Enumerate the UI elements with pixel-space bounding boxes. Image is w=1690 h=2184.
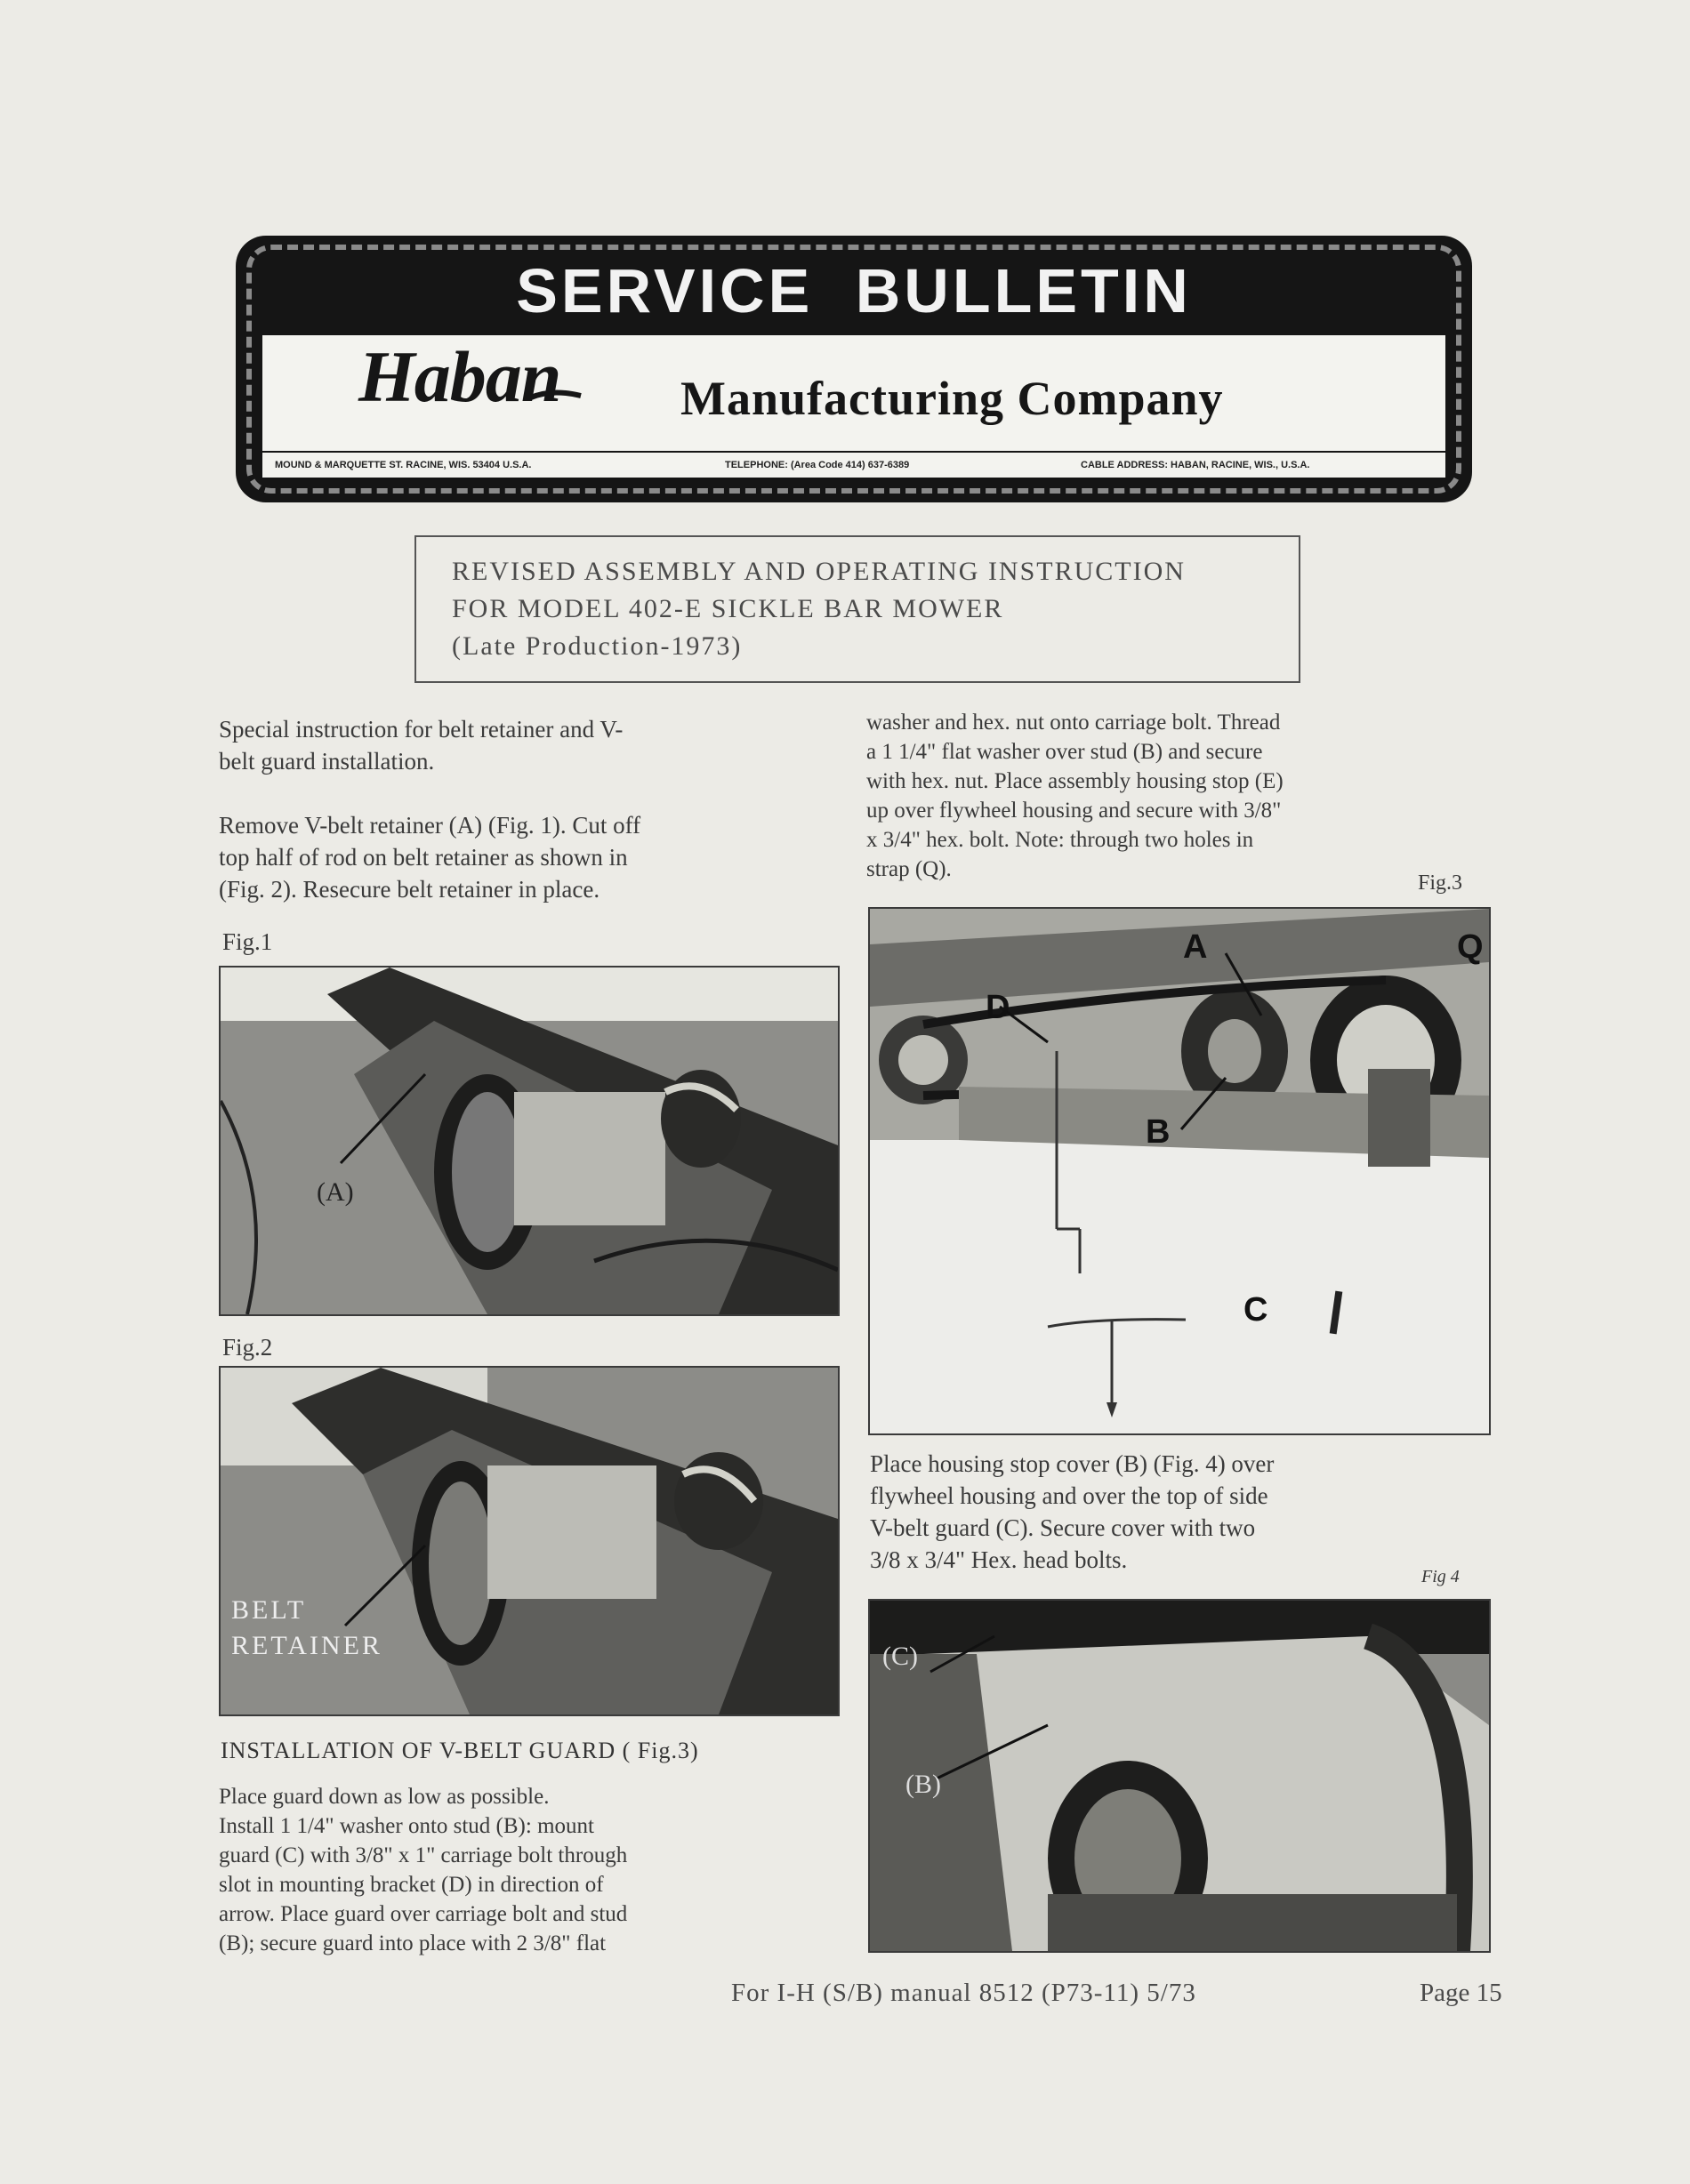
text-line: up over flywheel housing and secure with 3/8": [866, 799, 1282, 823]
cover-paragraph: [870, 1448, 1274, 1576]
text-line: slot in mounting bracket (D) in direction of: [219, 1873, 604, 1897]
washer-paragraph: [866, 708, 1284, 884]
banner-title: SERVICE BULLETIN: [516, 256, 1192, 325]
company-address: MOUND & MARQUETTE ST. RACINE, WIS. 53404 U.S.A.: [275, 460, 532, 470]
title-line-2: FOR MODEL 402-E SICKLE BAR MOWER: [452, 594, 1004, 623]
cable-address: CABLE ADDRESS: HABAN, RACINE, WIS., U.S.A.: [1081, 460, 1310, 470]
fig2-label-belt: BELT: [231, 1595, 307, 1625]
company-panel: [262, 335, 1445, 451]
section-heading: INSTALLATION OF V-BELT GUARD ( Fig.3): [221, 1738, 699, 1763]
fig4-label-b: (B): [905, 1770, 941, 1799]
fig1-photo: [219, 966, 840, 1316]
text-line: strap (Q).: [866, 857, 952, 881]
text-line: arrow. Place guard over carriage bolt and stud: [219, 1902, 628, 1926]
text-line: guard (C) with 3/8" x 1" carriage bolt through: [219, 1843, 628, 1867]
text-line: x 3/4" hex. bolt. Note: through two holes in: [866, 828, 1254, 852]
manual-reference: For I-H (S/B) manual 8512 (P73-11) 5/73: [731, 1979, 1196, 2007]
fig2-caption: Fig.2: [222, 1334, 273, 1361]
fig3-label-q: Q: [1457, 928, 1484, 966]
fig1-caption: Fig.1: [222, 928, 273, 955]
bulletin-title-box: [414, 535, 1300, 683]
fig3-mower-image: [870, 909, 1489, 1433]
text-line: (B); secure guard into place with 2 3/8" flat: [219, 1931, 607, 1955]
haban-logo: Haban: [358, 336, 561, 417]
fig2-label-retainer: RETAINER: [231, 1631, 382, 1660]
logo-swash-icon: [529, 387, 583, 405]
fig2-mower-image: [221, 1368, 838, 1714]
text-line: V-belt guard (C). Secure cover with two: [870, 1514, 1256, 1541]
text-line: Install 1 1/4" washer onto stud (B): mount: [219, 1814, 594, 1838]
text-line: top half of rod on belt retainer as shown in: [219, 844, 628, 871]
text-line: belt guard installation.: [219, 748, 435, 775]
fig3-photo: [868, 907, 1491, 1435]
fig1-mower-image: [221, 968, 838, 1314]
fig4-caption: Fig 4: [1421, 1567, 1460, 1586]
fig4-mower-image: [870, 1601, 1489, 1951]
fig3-label-b: B: [1146, 1113, 1171, 1151]
intro-paragraph: [219, 713, 623, 777]
fig3-caption: Fig.3: [1418, 871, 1463, 895]
service-bulletin-banner: [236, 236, 1472, 502]
text-line: (Fig. 2). Resecure belt retainer in place.: [219, 876, 600, 903]
text-line: with hex. nut. Place assembly housing stop (E): [866, 769, 1284, 793]
fig4-label-c: (C): [882, 1642, 918, 1671]
text-line: Special instruction for belt retainer and V-: [219, 716, 624, 743]
fig3-label-c: C: [1243, 1291, 1268, 1329]
fig3-label-d: D: [986, 989, 1010, 1026]
fig4-photo: [868, 1599, 1491, 1953]
fig3-label-a: A: [1183, 928, 1208, 966]
title-line-3: (Late Production-1973): [452, 631, 743, 661]
address-strip: [262, 453, 1445, 478]
text-line: washer and hex. nut onto carriage bolt. Thread: [866, 711, 1281, 735]
text-line: Remove V-belt retainer (A) (Fig. 1). Cut off: [219, 812, 641, 839]
fig1-label-a: (A): [317, 1177, 354, 1207]
text-line: 3/8 x 3/4" Hex. head bolts.: [870, 1546, 1128, 1573]
text-line: a 1 1/4" flat washer over stud (B) and secure: [866, 740, 1263, 764]
company-name: Manufacturing Company: [680, 372, 1224, 425]
guard-install-paragraph: [219, 1782, 627, 1958]
title-line-1: REVISED ASSEMBLY AND OPERATING INSTRUCTION: [452, 557, 1186, 586]
text-line: flywheel housing and over the top of side: [870, 1482, 1268, 1509]
fig2-photo: [219, 1366, 840, 1716]
remove-retainer-paragraph: [219, 809, 640, 905]
company-telephone: TELEPHONE: (Area Code 414) 637-6389: [725, 460, 910, 470]
text-line: Place housing stop cover (B) (Fig. 4) over: [870, 1450, 1275, 1477]
page-number: Page 15: [1420, 1979, 1502, 2007]
text-line: Place guard down as low as possible.: [219, 1785, 550, 1809]
